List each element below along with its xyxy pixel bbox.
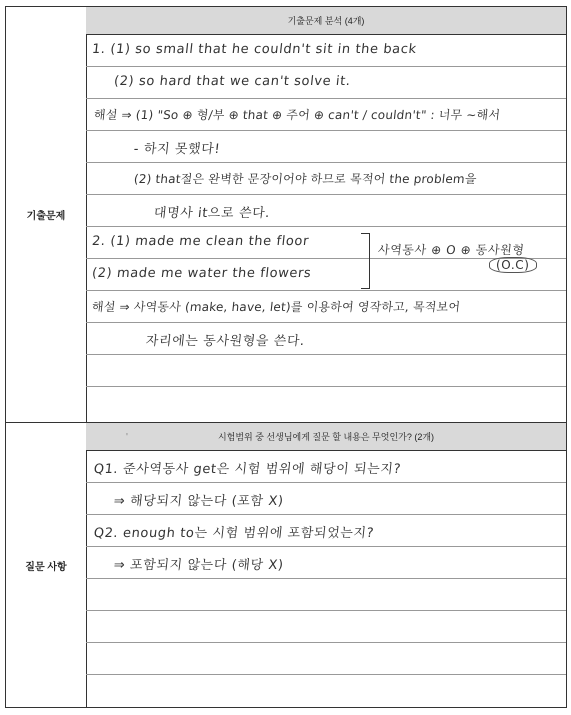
exam-line-text: 해설 ⇒ 사역동사 (make, have, let)를 이용하여 영작하고, 목적보어 (91, 300, 461, 314)
exam-line-7 (86, 227, 566, 272)
question-line-text: Q2. enough to는 시험 범위에 포함되었는지? (93, 526, 375, 541)
exam-line-10 (86, 323, 566, 355)
questions-section-label: 질문 사항 (6, 423, 87, 707)
question-line-text: ⇒ 해당되지 않는다 (포함 X) (113, 494, 285, 509)
question-line-3 (86, 515, 566, 547)
questions-header-text: 시험범위 중 선생님에게 질문 할 내용은 무엇인가? (2개) (217, 432, 435, 442)
question-line-4 (86, 547, 566, 579)
exam-line-3 (86, 99, 566, 131)
exam-line-text: 1. (1) so small that he couldn't sit in the back (91, 42, 418, 57)
exam-line-text: 자리에는 동사원형을 쓴다. (145, 334, 306, 349)
exam-line-1 (86, 35, 566, 67)
question-line-6 (86, 611, 566, 643)
question-line-text: Q1. 준사역동사 get은 시험 범위에 해당이 되는지? (93, 462, 402, 477)
questions-section (5, 422, 567, 708)
exam-line-text: 2. (1) made me clean the floor (91, 234, 310, 249)
questions-content (86, 423, 566, 707)
questions-section-header (86, 423, 566, 451)
question-line-text: ⇒ 포함되지 않는다 (해당 X) (113, 558, 285, 573)
question-line-1 (86, 451, 566, 483)
exam-line-5 (86, 163, 566, 195)
exam-line-text: (2) that절은 완벽한 문장이어야 하므로 목적어 the problem을 (133, 172, 478, 186)
exam-line-text: - 하지 못했다! (133, 142, 221, 157)
exam-section-label: 기출문제 (6, 7, 87, 422)
exam-line-8 (86, 259, 566, 291)
exam-line-text: (2) so hard that we can't solve it. (113, 74, 352, 89)
exam-section-header: 기출문제 분석 (4개) (86, 7, 566, 35)
exam-line-text: 해설 ⇒ (1) "So ⊕ 형/부 ⊕ that ⊕ 주어 ⊕ can't / couldn't" : 너무 ~해서 (93, 108, 501, 122)
question-line-8 (86, 675, 566, 699)
exam-line-text: (2) made me water the flowers (91, 266, 313, 281)
exam-line-2 (86, 67, 566, 99)
exam-line-4 (86, 131, 566, 163)
question-line-2 (86, 483, 566, 515)
exam-content (86, 7, 566, 422)
question-line-7 (86, 643, 566, 675)
oc-note: (O.C) (489, 257, 537, 273)
pen-mark: ' (126, 432, 128, 443)
exam-line-12 (86, 387, 566, 411)
exam-line-9 (86, 291, 566, 323)
causative-note: 사역동사 ⊕ O ⊕ 동사원형 (377, 243, 526, 257)
exam-line-text: 대명사 it으로 쓴다. (153, 206, 271, 221)
exam-analysis-section (5, 6, 567, 423)
exam-line-11 (86, 355, 566, 387)
question-line-5 (86, 579, 566, 611)
exam-line-6 (86, 195, 566, 227)
